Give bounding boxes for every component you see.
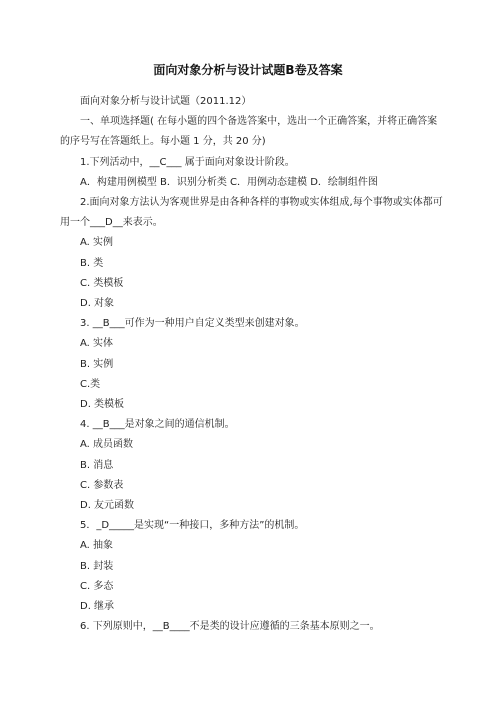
question-3-option-a: A. 实体: [80, 338, 114, 350]
question-6: 6. 下列原则中，__B____不是类的设计应遵循的三条基本原则之一。: [80, 621, 380, 633]
document-body: [60, 92, 444, 637]
question-3-option-c: C.类: [80, 378, 101, 390]
question-3-option-d: D. 类模板: [80, 399, 125, 411]
question-1: 1.下列活动中，__C___ 属于面向对象设计阶段。: [80, 156, 295, 168]
question-4: 4. __B___是对象之间的通信机制。: [80, 419, 235, 431]
question-2-option-b: B. 类: [80, 257, 104, 269]
question-5-option-d: D. 继承: [80, 601, 115, 613]
question-4-option-d: D. 友元函数: [80, 500, 135, 512]
section-instructions: 一、单项选择题( 在每小题的四个备选答案中，选出一个正确答案，并将正确答案的序号写在答题纸上。每小题 1 分，共 20 分): [60, 116, 438, 148]
question-5: 5．_D_____是实现“一种接口，多种方法”的机制。: [80, 520, 305, 532]
question-4-option-c: C. 参数表: [80, 479, 124, 491]
question-1-options: A．构建用例模型 B．识别分析类 C．用例动态建模 D．绘制组件图: [80, 176, 378, 188]
question-5-option-b: B. 封装: [80, 560, 114, 572]
question-3: 3. __B___可作为一种用户自定义类型来创建对象。: [80, 318, 305, 330]
question-4-option-a: A. 成员函数: [80, 439, 134, 451]
question-2: 2.面向对象方法认为客观世界是由各种各样的事物或实体组成,每个事物或实体都可用一个___D__来表示。: [60, 197, 443, 229]
question-2-option-d: D. 对象: [80, 298, 115, 310]
question-5-option-c: C. 多态: [80, 580, 114, 592]
question-4-option-b: B. 消息: [80, 459, 114, 471]
exam-subtitle: 面向对象分析与设计试题（2011.12）: [80, 96, 252, 107]
question-5-option-a: A. 抽象: [80, 540, 114, 552]
question-2-option-a: A. 实例: [80, 237, 114, 249]
question-3-option-b: B. 实例: [80, 358, 114, 370]
document-title: 面向对象分析与设计试题B卷及答案: [153, 63, 343, 77]
question-2-option-c: C. 类模板: [80, 277, 124, 289]
